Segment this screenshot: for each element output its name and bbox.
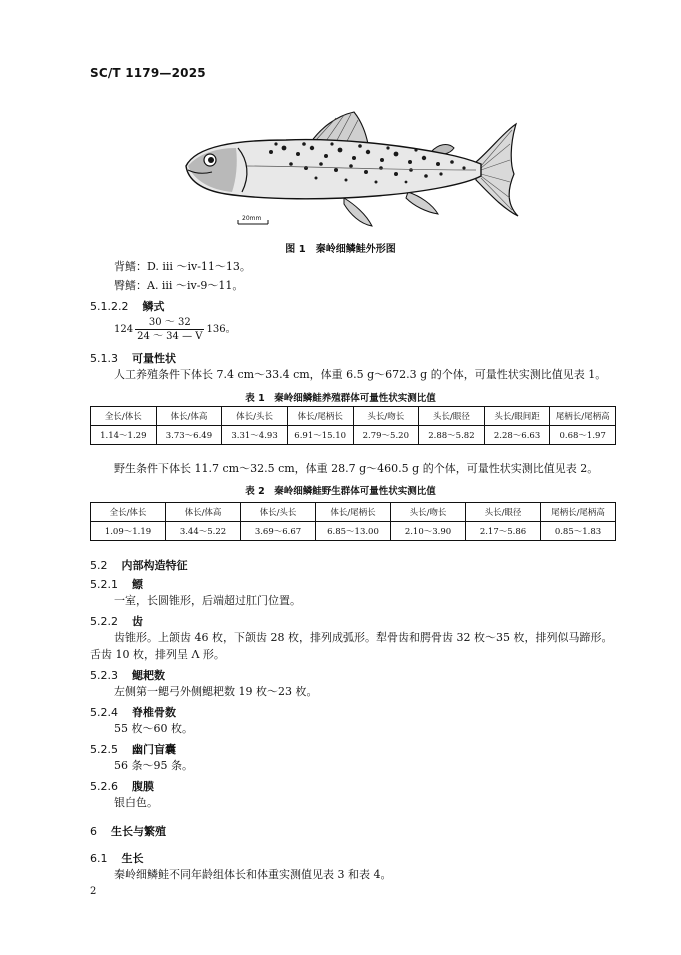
section-5-2-2-heading — [90, 613, 143, 629]
table-cell: 3.73～6.49 — [156, 426, 222, 445]
section-5-2-5-heading — [90, 741, 176, 757]
formula-left: 124 — [114, 324, 134, 335]
section-number: 5.2.6 — [90, 780, 118, 793]
table-cell: 6.91～15.10 — [287, 426, 353, 445]
table-row — [91, 426, 616, 445]
table-cell: 6.85～13.00 — [316, 522, 391, 541]
table-header-cell: 头长/吻长 — [353, 407, 419, 426]
section-number: 5.2.5 — [90, 743, 118, 756]
table-row — [91, 522, 616, 541]
table-cell: 2.10～3.90 — [391, 522, 466, 541]
formula-denominator: 24 ～ 34 — V — [137, 331, 203, 342]
table-header-cell: 体长/头长 — [241, 503, 316, 522]
section-title: 鳞式 — [142, 300, 165, 313]
table-header-cell: 尾柄长/尾柄高 — [541, 503, 616, 522]
section-number: 5.2.1 — [90, 578, 118, 591]
fish-illustration — [176, 104, 522, 232]
table-cell: 0.85～1.83 — [541, 522, 616, 541]
paragraph-vertebrae: 55 枚～60 枚。 — [114, 722, 193, 735]
table-cell: 3.44～5.22 — [166, 522, 241, 541]
section-number: 5.2.4 — [90, 706, 118, 719]
figure-caption: 图 1 秦岭细鳞鲑外形图 — [285, 244, 396, 255]
section-5-2-3-heading — [90, 667, 165, 683]
paragraph-wild: 野生条件下体长 11.7 cm～32.5 cm，体重 28.7 g～460.5 g 的个体，可量性状实测比值见表 2。 — [114, 462, 599, 475]
anal-fin-formula: 臀鳍：A. ⅲ ～ⅳ-9～11。 — [114, 279, 244, 292]
table-1-caption: 表 1 秦岭细鳞鲑养殖群体可量性状实测比值 — [245, 393, 436, 404]
table-cell: 2.88～5.82 — [419, 426, 485, 445]
table-header-cell: 全长/体长 — [91, 407, 157, 426]
table-cell: 1.14～1.29 — [91, 426, 157, 445]
table-cell: 1.09～1.19 — [91, 522, 166, 541]
table-header-cell: 体长/头长 — [222, 407, 288, 426]
section-number: 6.1 — [90, 852, 108, 865]
section-5-2-heading — [90, 557, 188, 573]
section-title: 腹膜 — [132, 780, 154, 793]
section-number: 5.2.3 — [90, 669, 118, 682]
formula-fraction — [135, 316, 204, 343]
section-number: 6 — [90, 825, 97, 838]
section-number: 5.1.2.2 — [90, 300, 129, 313]
table-cell: 3.31～4.93 — [222, 426, 288, 445]
paragraph-gill-rakers: 左侧第一鳃弓外侧鳃耙数 19 枚～23 枚。 — [114, 685, 318, 698]
section-title: 鳔 — [132, 578, 143, 591]
section-title: 内部构造特征 — [121, 559, 188, 572]
section-number: 5.1.3 — [90, 352, 118, 365]
table-cell: 2.79～5.20 — [353, 426, 419, 445]
section-title: 幽门盲囊 — [132, 743, 176, 756]
table-cell: 2.28～6.63 — [484, 426, 550, 445]
section-5-1-3-heading — [90, 350, 176, 366]
formula-numerator: 30 ～ 32 — [135, 316, 204, 330]
table-header-cell: 体长/尾柄长 — [316, 503, 391, 522]
section-title: 可量性状 — [132, 352, 176, 365]
scale-formula — [114, 316, 236, 343]
table-header-cell: 体长/体高 — [156, 407, 222, 426]
dorsal-fin-formula: 背鳍：D. ⅲ ～ⅳ-11～13。 — [114, 260, 251, 273]
table-header-cell: 头长/眼径 — [466, 503, 541, 522]
section-5-2-1-heading — [90, 576, 143, 592]
table-cell: 3.69～6.67 — [241, 522, 316, 541]
section-number: 5.2.2 — [90, 615, 118, 628]
section-title: 脊椎骨数 — [132, 706, 176, 719]
section-5-2-6-heading — [90, 778, 154, 794]
section-6-heading — [90, 823, 166, 839]
table-header-cell: 头长/眼径 — [419, 407, 485, 426]
table-header-cell: 全长/体长 — [91, 503, 166, 522]
section-title: 齿 — [132, 615, 143, 628]
table-header-row — [91, 407, 616, 426]
paragraph-cultured: 人工养殖条件下体长 7.4 cm～33.4 cm，体重 6.5 g～672.3 g 的个体，可量性状实测比值见表 1。 — [114, 368, 607, 381]
table-header-cell: 尾柄长/尾柄高 — [550, 407, 616, 426]
table-cell: 2.17～5.86 — [466, 522, 541, 541]
formula-right: 136。 — [206, 324, 236, 335]
section-title: 生长 — [121, 852, 144, 865]
page-number: 2 — [90, 886, 97, 897]
table-header-cell: 体长/体高 — [166, 503, 241, 522]
section-6-1-heading — [90, 850, 144, 866]
table-cell: 0.68～1.97 — [550, 426, 616, 445]
table-2 — [90, 502, 616, 541]
paragraph-pyloric-caeca: 56 条～95 条。 — [114, 759, 193, 772]
table-header-cell: 体长/尾柄长 — [287, 407, 353, 426]
section-5-1-2-2-heading — [90, 298, 164, 314]
section-title: 生长与繁殖 — [111, 825, 166, 838]
section-title: 鳃耙数 — [132, 669, 165, 682]
paragraph-swim-bladder: 一室，长圆锥形，后端超过肛门位置。 — [114, 594, 301, 607]
table-header-cell: 头长/眼间距 — [484, 407, 550, 426]
table-header-cell: 头长/吻长 — [391, 503, 466, 522]
section-5-2-4-heading — [90, 704, 176, 720]
document-code: SC/T 1179—2025 — [90, 66, 206, 80]
paragraph-peritoneum: 银白色。 — [114, 796, 158, 809]
table-2-caption: 表 2 秦岭细鳞鲑野生群体可量性状实测比值 — [245, 486, 436, 497]
table-header-row — [91, 503, 616, 522]
scale-label: 20mm — [242, 215, 262, 222]
paragraph-growth: 秦岭细鳞鲑不同年龄组体长和体重实测值见表 3 和表 4。 — [114, 868, 392, 881]
section-number: 5.2 — [90, 559, 108, 572]
paragraph-teeth-1: 齿锥形。上颌齿 46 枚，下颌齿 28 枚，排列成弧形。犁骨齿和腭骨齿 32 枚～35 枚，排列似马蹄形。 — [114, 631, 613, 644]
table-1 — [90, 406, 616, 445]
paragraph-teeth-2: 舌齿 10 枚，排列呈 Λ 形。 — [90, 648, 225, 661]
